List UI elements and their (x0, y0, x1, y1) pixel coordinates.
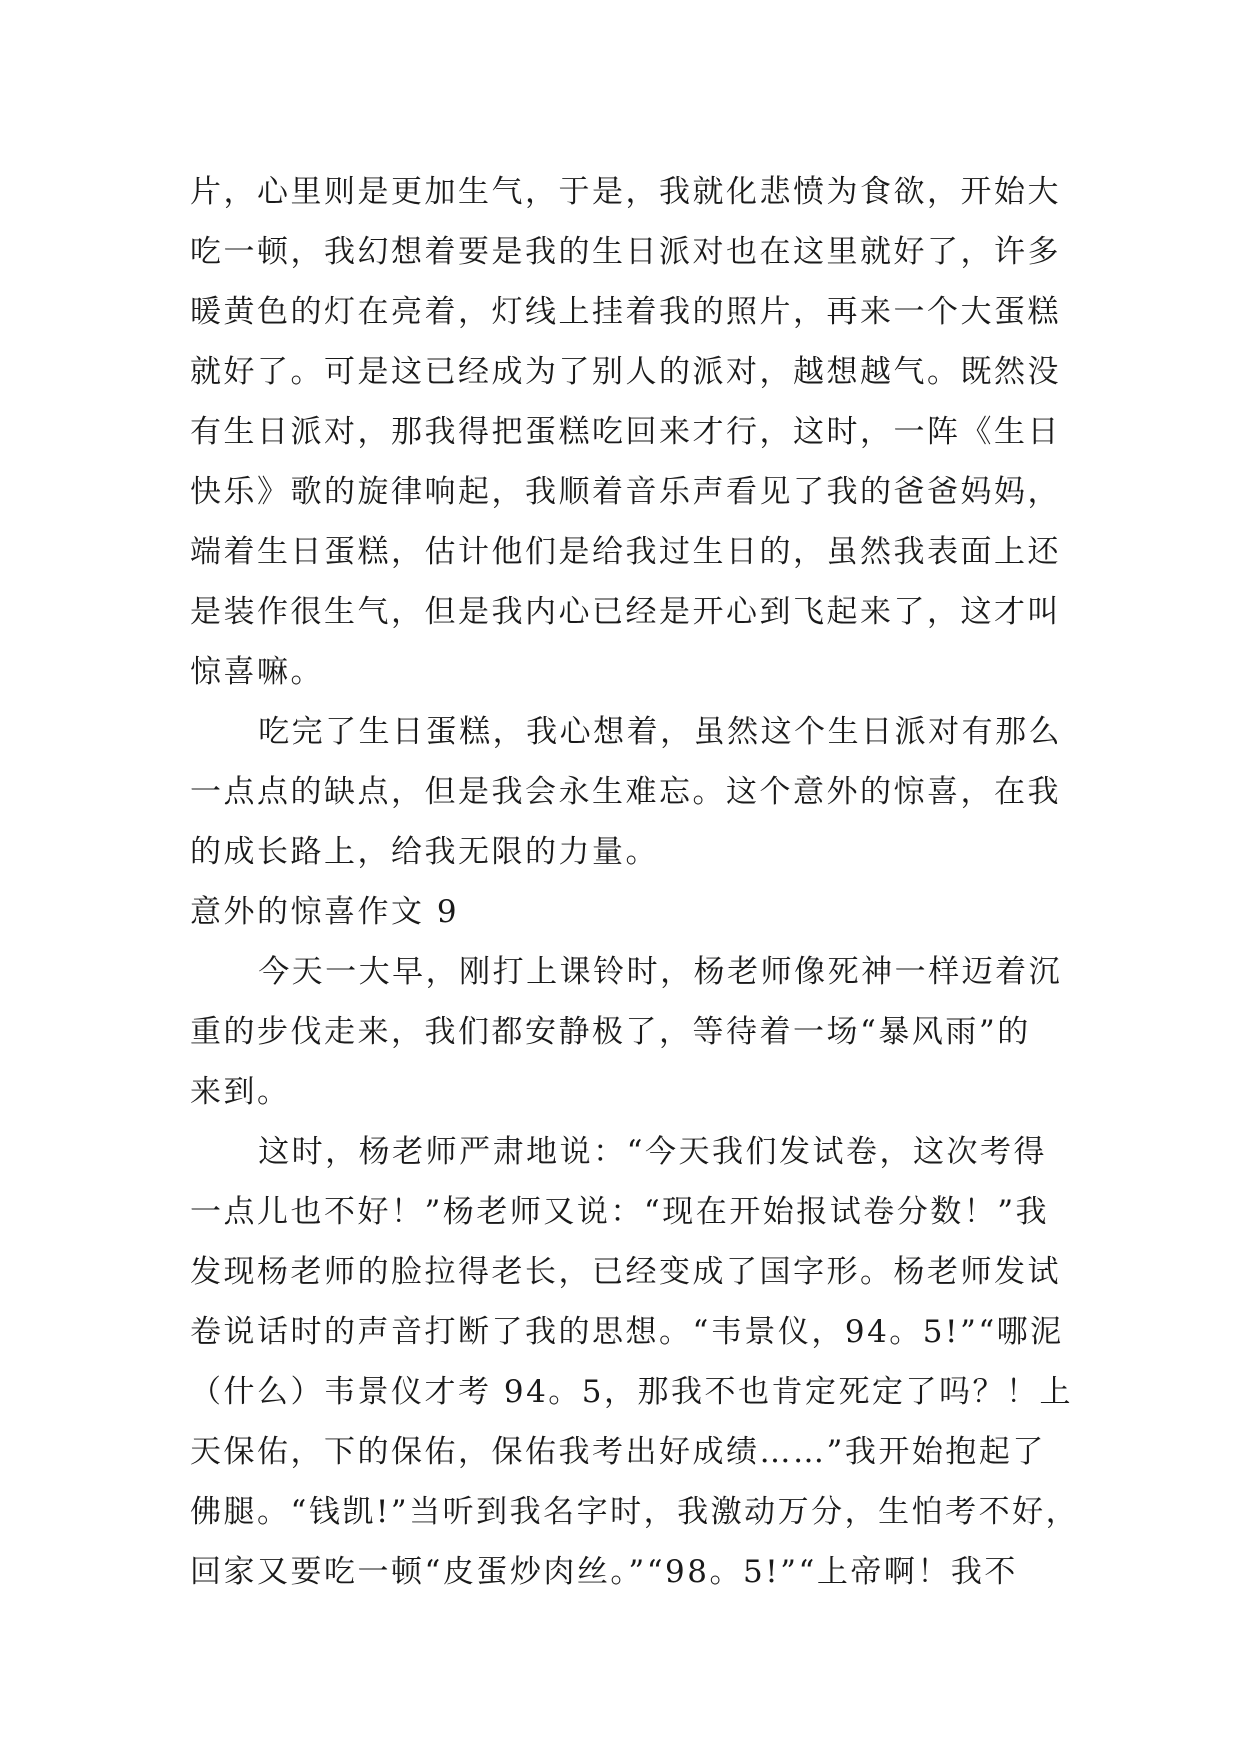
text-line: 重的步伐走来，我们都安静极了，等待着一场“暴风雨”的 (190, 1014, 1031, 1050)
text-line: 快乐》歌的旋律响起，我顺着音乐声看见了我的爸爸妈妈， (190, 474, 1061, 510)
text-line: 有生日派对，那我得把蛋糕吃回来才行，这时，一阵《生日 (190, 414, 1061, 450)
text-line: 今天一大早，刚打上课铃时，杨老师像死神一样迈着沉 (258, 954, 1063, 990)
text-line: 惊喜嘛。 (190, 654, 324, 690)
text-line: 发现杨老师的脸拉得老长，已经变成了国字形。杨老师发试 (190, 1254, 1061, 1290)
text-line: 一点点的缺点，但是我会永生难忘。这个意外的惊喜，在我 (190, 774, 1061, 810)
text-line: 吃一顿，我幻想着要是我的生日派对也在这里就好了，许多 (190, 234, 1061, 270)
text-line: （什么）韦景仪才考 94。5，那我不也肯定死定了吗？！上 (190, 1374, 1074, 1410)
text-line: 卷说话时的声音打断了我的思想。“韦景仪，94。5!”“哪泥 (190, 1314, 1064, 1350)
text-line: 回家又要吃一顿“皮蛋炒肉丝。”“98。5!”“上帝啊！我不 (190, 1554, 1018, 1590)
section-title: 意外的惊喜作文 9 (190, 894, 460, 930)
paragraph (190, 1122, 1080, 1602)
text-line: 一点儿也不好！”杨老师又说：“现在开始报试卷分数！”我 (190, 1194, 1050, 1230)
text-line: 来到。 (190, 1074, 291, 1110)
paragraph (190, 702, 1063, 882)
document-body (190, 162, 1080, 1602)
text-line: 的成长路上，给我无限的力量。 (190, 834, 659, 870)
text-line: 暖黄色的灯在亮着，灯线上挂着我的照片，再来一个大蛋糕 (190, 294, 1061, 330)
text-line: 片，心里则是更加生气，于是，我就化悲愤为食欲，开始大 (190, 174, 1061, 210)
paragraph (190, 162, 1060, 702)
text-line: 佛腿。“钱凯!”当听到我名字时，我激动万分，生怕考不好， (190, 1494, 1080, 1530)
text-line: 天保佑，下的保佑，保佑我考出好成绩……”我开始抱起了 (190, 1434, 1046, 1470)
text-line: 就好了。可是这已经成为了别人的派对，越想越气。既然没 (190, 354, 1061, 390)
text-line: 端着生日蛋糕，估计他们是给我过生日的，虽然我表面上还 (190, 534, 1061, 570)
text-line: 吃完了生日蛋糕，我心想着，虽然这个生日派对有那么 (258, 714, 1063, 750)
text-line: 是装作很生气，但是我内心已经是开心到飞起来了，这才叫 (190, 594, 1061, 630)
text-line: 这时，杨老师严肃地说：“今天我们发试卷，这次考得 (258, 1134, 1048, 1170)
paragraph (190, 942, 1063, 1122)
